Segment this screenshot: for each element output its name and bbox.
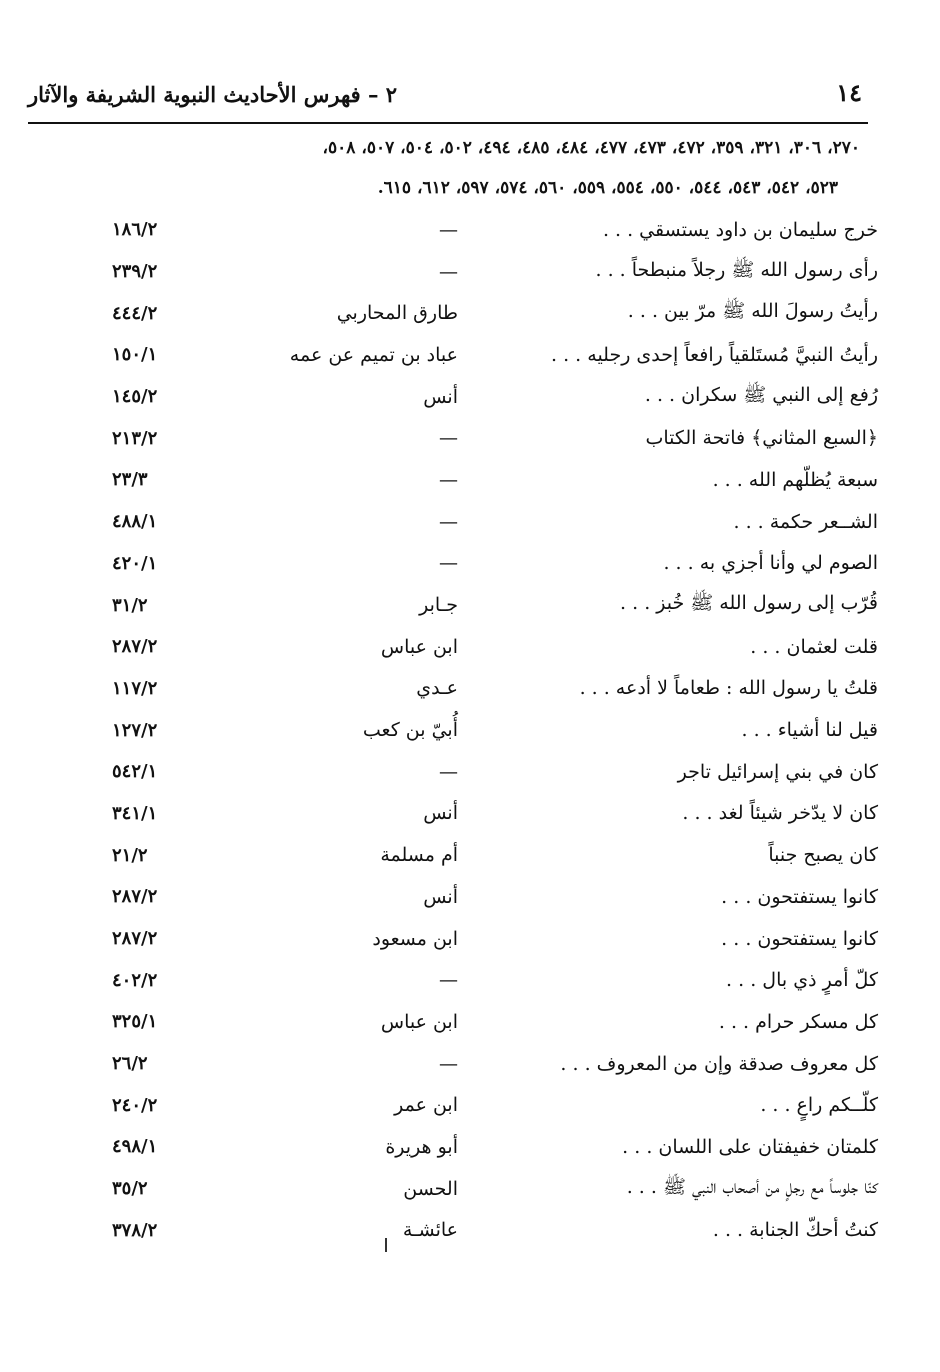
narrator: أنس <box>423 385 458 408</box>
narrator: — <box>439 260 458 283</box>
volume-page-ref: ١٢٧/٢ <box>112 719 158 741</box>
volume-page-ref: ٢٣٩/٢ <box>112 261 158 283</box>
hadith-text: كل معروف صدقة وإن من المعروف . . . <box>560 1052 878 1075</box>
volume-page-ref: ٤٨٨/١ <box>112 511 158 533</box>
hadith-text: خرج سليمان بن داود يستسقي . . . <box>602 218 878 241</box>
narrator: ابن عباس <box>380 1010 458 1033</box>
index-entry <box>112 709 878 751</box>
volume-page-ref: ١٨٦/٢ <box>112 219 158 241</box>
volume-page-ref: ٢٨٧/٢ <box>112 886 158 908</box>
narrator: جـابر <box>419 594 458 617</box>
index-entry <box>112 793 878 835</box>
index-entry <box>112 918 878 960</box>
header-divider <box>28 122 868 124</box>
index-entry <box>112 1210 878 1252</box>
volume-page-ref: ١١٧/٢ <box>112 677 158 699</box>
narrator: عائشـة <box>402 1219 458 1242</box>
narrator: أنس <box>423 885 458 908</box>
narrator: عباد بن تميم عن عمه <box>289 343 458 366</box>
hadith-text: رأيتُ النبيَّ مُستَلقياً رافعاً إحدى رجليه . . . <box>551 343 878 366</box>
index-entry <box>112 334 878 376</box>
narrator: أم مسلمة <box>380 844 458 867</box>
index-entry <box>112 1001 878 1043</box>
reference-numbers <box>40 128 860 208</box>
reference-line: ٥٢٣، ٥٤٢، ٥٤٣، ٥٤٤، ٥٥٠، ٥٥٤، ٥٥٩، ٥٦٠، ٥٧٤، ٥٩٧، ٦١٢، ٦١٥. <box>377 178 838 198</box>
hadith-text: كنتُ أحكّ الجنابة . . . <box>712 1219 878 1242</box>
volume-page-ref: ٤٤٤/٢ <box>112 302 158 324</box>
hadith-text: رأيتُ رسولَ الله ﷺ مرّ بين . . . <box>627 300 878 323</box>
hadith-text: قلتُ يا رسول الله : طعاماً لا أدعه . . . <box>579 677 878 700</box>
hadith-text: كلّــكم راعٍ . . . <box>760 1094 878 1117</box>
narrator: — <box>439 552 458 575</box>
reference-line: ٢٧٠، ٣٠٦، ٣٢١، ٣٥٩، ٤٧٢، ٤٧٣، ٤٧٧، ٤٨٤، ٤٨٥، ٤٩٤، ٥٠٢، ٥٠٤، ٥٠٧، ٥٠٨، <box>322 138 860 158</box>
volume-page-ref: ٤٢٠/١ <box>112 552 158 574</box>
volume-page-ref: ٢٨٧/٢ <box>112 928 158 950</box>
narrator: — <box>439 468 458 491</box>
index-entry <box>112 417 878 459</box>
index-entry <box>112 1168 878 1210</box>
index-entry <box>112 626 878 668</box>
index-entry <box>112 501 878 543</box>
volume-page-ref: ١٤٥/٢ <box>112 386 158 408</box>
hadith-text: رُفع إلى النبي ﷺ سكران . . . <box>644 383 878 406</box>
narrator: أُبيّ بن كعب <box>362 719 458 742</box>
volume-page-ref: ١٥٠/١ <box>112 344 158 366</box>
page-title: ٢ – فهرس الأحاديث النبوية الشريفة والآثار <box>28 82 398 107</box>
index-entry <box>112 1084 878 1126</box>
page-mark <box>385 1238 387 1252</box>
narrator: أبو هريرة <box>385 1135 458 1158</box>
hadith-text: كل مسكر حرام . . . <box>718 1010 878 1033</box>
index-entry <box>112 584 878 626</box>
index-entry <box>112 251 878 293</box>
narrator: ابن عباس <box>380 635 458 658</box>
hadith-text: كان يصبح جنباً <box>768 844 878 867</box>
narrator: — <box>439 760 458 783</box>
hadith-text: رأى رسول الله ﷺ رجلاً منبطحاً . . . <box>595 258 878 281</box>
volume-page-ref: ٣٢٥/١ <box>112 1011 158 1033</box>
hadith-index-list <box>112 209 878 1251</box>
hadith-text: كلّ أمرٍ ذي بال . . . <box>726 969 878 992</box>
index-entry <box>112 459 878 501</box>
index-entry <box>112 1126 878 1168</box>
volume-page-ref: ٣٧٨/٢ <box>112 1219 158 1241</box>
index-entry <box>112 751 878 793</box>
volume-page-ref: ٤٩٨/١ <box>112 1136 158 1158</box>
hadith-text: كلمتان خفيفتان على اللسان . . . <box>622 1135 878 1158</box>
volume-page-ref: ٣٤١/١ <box>112 802 158 824</box>
index-entry <box>112 668 878 710</box>
narrator: ابن مسعود <box>372 927 458 950</box>
index-entry <box>112 834 878 876</box>
narrator: الحسن <box>403 1177 458 1200</box>
page-number: ١٤ <box>836 78 862 107</box>
hadith-text: قلت لعثمان . . . <box>750 635 878 658</box>
narrator: — <box>439 427 458 450</box>
narrator: عـدي <box>416 677 458 700</box>
narrator: — <box>439 218 458 241</box>
narrator: — <box>439 969 458 992</box>
volume-page-ref: ٢٣/٣ <box>112 469 148 491</box>
index-entry <box>112 543 878 585</box>
narrator: أنس <box>423 802 458 825</box>
hadith-text: سبعة يُظلّهم الله . . . <box>712 468 878 491</box>
hadith-text: كان لا يدّخر شيئاً لغد . . . <box>682 802 878 825</box>
volume-page-ref: ٣٥/٢ <box>112 1178 148 1200</box>
narrator: طارق المحاربي <box>336 302 458 325</box>
volume-page-ref: ٢١٣/٢ <box>112 427 158 449</box>
hadith-text: ﴿السبع المثاني﴾ فاتحة الكتاب <box>645 427 878 450</box>
hadith-text: كانوا يستفتحون . . . <box>721 927 878 950</box>
volume-page-ref: ٢٤٠/٢ <box>112 1094 158 1116</box>
index-entry <box>112 209 878 251</box>
hadith-text: كان في بني إسرائيل تاجر <box>677 760 878 783</box>
index-entry <box>112 959 878 1001</box>
index-entry <box>112 1043 878 1085</box>
volume-page-ref: ٢٦/٢ <box>112 1053 148 1075</box>
hadith-text: كنّا جلوساً مع رجلٍ من أصحاب النبي ﷺ . . . <box>626 1175 878 1198</box>
hadith-text: قُرّب إلى رسول الله ﷺ خُبز . . . <box>620 592 878 615</box>
index-entry <box>112 876 878 918</box>
hadith-text: قيل لنا أشياء . . . <box>741 719 878 742</box>
hadith-text: الصوم لي وأنا أجزي به . . . <box>663 552 878 575</box>
index-entry <box>112 292 878 334</box>
volume-page-ref: ٢١/٢ <box>112 844 148 866</box>
volume-page-ref: ٣١/٢ <box>112 594 148 616</box>
index-entry <box>112 376 878 418</box>
narrator: — <box>439 1052 458 1075</box>
volume-page-ref: ٤٠٢/٢ <box>112 969 158 991</box>
hadith-text: الشــعر حكمة . . . <box>733 510 878 533</box>
narrator: ابن عمر <box>394 1094 458 1117</box>
narrator: — <box>439 510 458 533</box>
page-header <box>28 78 862 107</box>
hadith-text: كانوا يستفتحون . . . <box>721 885 878 908</box>
volume-page-ref: ٥٤٢/١ <box>112 761 158 783</box>
volume-page-ref: ٢٨٧/٢ <box>112 636 158 658</box>
